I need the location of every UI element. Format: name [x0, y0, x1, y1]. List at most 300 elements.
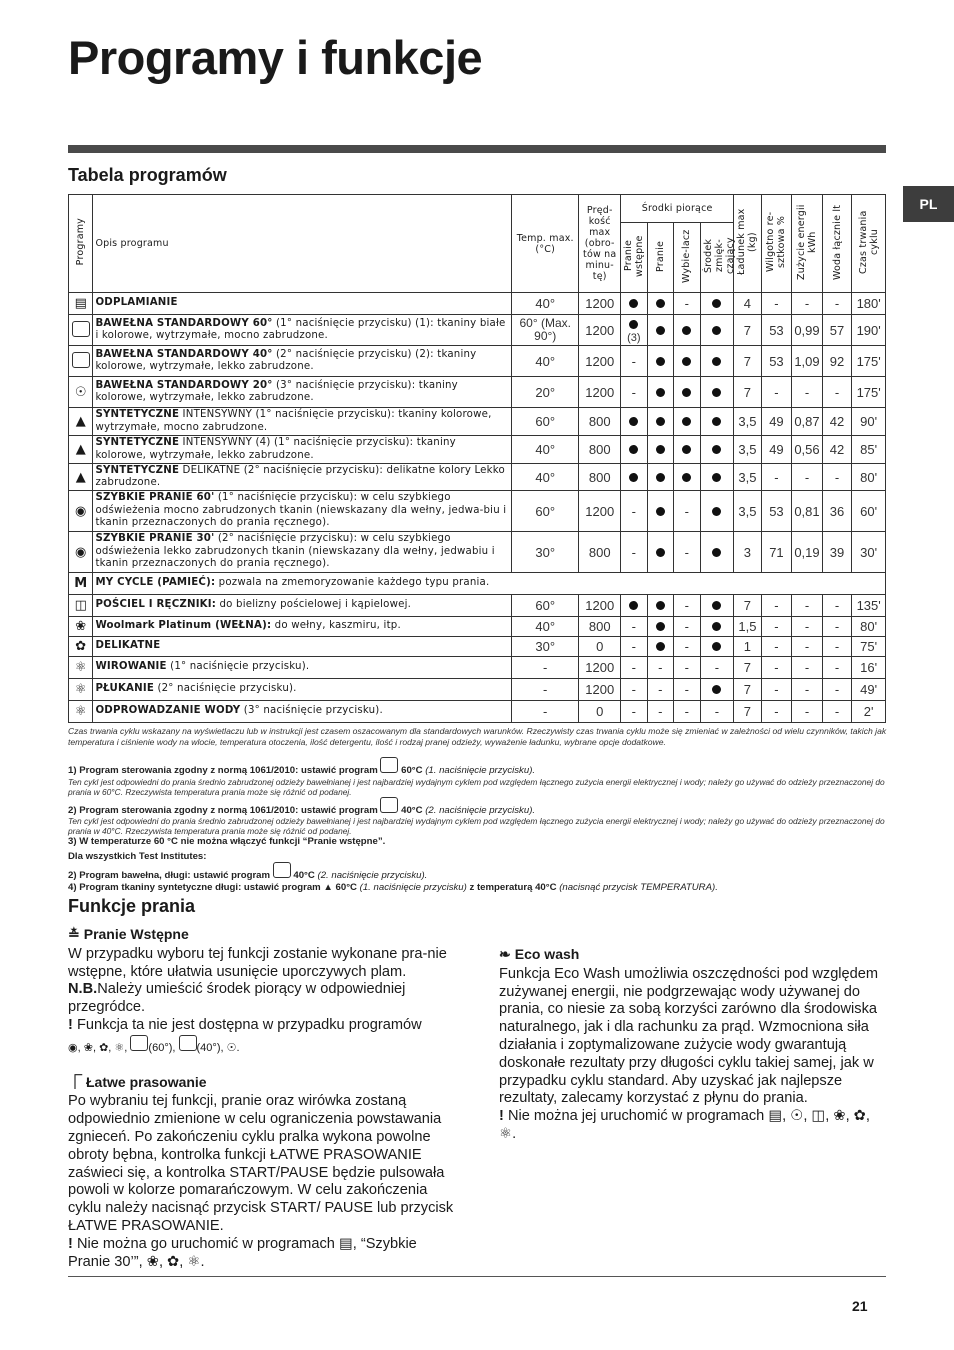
cell-temp: 40° — [512, 617, 579, 637]
program-name: WIROWANIE — [95, 661, 167, 673]
cell-p — [647, 377, 673, 408]
check-dot-icon — [682, 326, 691, 335]
check-dot-icon — [656, 622, 665, 631]
check-dot-icon — [712, 388, 721, 397]
cell-hum: 53 — [761, 491, 792, 532]
check-dot-icon — [656, 326, 665, 335]
cell-hum: 49 — [761, 408, 792, 436]
cell-en: 0,56 — [792, 436, 823, 464]
spin-icon: ⚛ — [187, 1253, 201, 1270]
cell-z: - — [700, 701, 734, 723]
stain-icon: ▤ — [338, 1235, 353, 1252]
check-dot-icon — [629, 299, 638, 308]
cell-water: - — [822, 679, 852, 701]
cell-time: 175' — [852, 377, 886, 408]
cell-en: 0,19 — [792, 532, 823, 573]
check-dot-icon — [656, 473, 665, 482]
program-name: BAWEŁNA STANDARDOWY 40° — [95, 348, 273, 360]
cell-pw: - — [621, 701, 647, 723]
cell-z — [700, 377, 734, 408]
cell-water: - — [822, 657, 852, 679]
cell-en: 1,09 — [792, 346, 823, 377]
delicate-icon: ✿ — [853, 1108, 866, 1125]
test-institutes-2: 2) Program bawełna, długi: ustawić program 40°C (2. naciśnięcie przycisku). — [68, 862, 888, 882]
check-dot-icon — [656, 642, 665, 651]
program-description — [93, 491, 512, 532]
drain-icon: ⚛ — [74, 704, 87, 719]
program-name: SYNTETYCZNE — [95, 437, 180, 448]
cell-z — [700, 617, 734, 637]
cotton-icon — [72, 321, 90, 337]
program-description — [93, 573, 886, 595]
cotton-icon — [72, 352, 90, 368]
cell-w — [674, 377, 700, 408]
header-programy: Programy — [69, 195, 93, 293]
functions-left-column — [68, 926, 458, 1271]
spin-icon: ⚛ — [114, 1041, 125, 1054]
synthetic-icon: ▲ — [323, 881, 333, 893]
program-detail: (1° naciśnięcie przycisku) (1): tkaniny białe i kolorowe, wytrzymałe, mocno zabrudzone. — [95, 317, 506, 341]
cell-z — [700, 679, 734, 701]
cell-speed: 800 — [579, 408, 621, 436]
cell-z — [700, 595, 734, 617]
cell-hum: 53 — [761, 346, 792, 377]
check-dot-icon — [656, 417, 665, 426]
program-description — [93, 346, 512, 377]
check-dot-icon — [656, 357, 665, 366]
footnote-3: 3) W temperaturze 60 °C nie można włączyć funkcji “Pranie wstępne”. — [68, 836, 386, 847]
cell-z — [700, 464, 734, 491]
header-ladunek: Ładunek max (kg) — [734, 195, 762, 293]
cell-pw — [621, 408, 647, 436]
cell-load: 7 — [734, 377, 762, 408]
prewash-icon: ≛ — [68, 926, 80, 942]
cell-water: 42 — [822, 408, 852, 436]
cell-water: - — [822, 637, 852, 657]
eco-text: Funkcja Eco Wash umożliwia oszczędności pod względem zużywanej energii, nie podgrzewając wody używanej do prania, co niesie za sobą korzyści zarówno dla środowiska naturalnego, jak i dla rachunku za prąd. Wzmocniona siła działania i zoptymalizowane zużycie wody gwarantują doskonałe rezultaty przy długości cyklu takiej samej, jak w przypadku cyklu standard. Aby uzyskać jak najlepsze rezultaty, zalecamy korzystać z płynu do prania. — [499, 965, 879, 1107]
cell-water: 92 — [822, 346, 852, 377]
cell-z — [700, 346, 734, 377]
program-description — [93, 408, 512, 436]
check-dot-icon — [682, 388, 691, 397]
header-wybielacz: Wybie-lacz — [674, 223, 700, 293]
synthetic-icon: ▲ — [75, 469, 86, 485]
check-dot-icon — [712, 299, 721, 308]
cotton-20-icon: ☉ — [790, 1108, 804, 1125]
cell-temp: 60° — [512, 491, 579, 532]
table-row — [69, 436, 886, 464]
program-description — [93, 464, 512, 491]
footnotes — [68, 757, 888, 893]
duration-note: Czas trwania cyklu wskazany na wyświetlaczu lub w instrukcji jest czasem oszacowanym dla standardowych warunków. Rzeczywisty czas trwania cyklu może się zmieniać w zależności od wielu czynników, takich jak temperatura i ciśnienie wody na wlocie, temperatura otoczenia, ilość detergentu, ilość i rodzaj pranej odzieży, wyważenie ładunku, wybrane opcje dodatkowe. — [68, 726, 887, 747]
check-dot-icon — [682, 357, 691, 366]
header-wilgotnosc: Wilgotno re-sztkowa % — [761, 195, 792, 293]
program-description — [93, 436, 512, 464]
cell-z — [700, 436, 734, 464]
cell-load: 4 — [734, 293, 762, 315]
bedding-icon: ◫ — [811, 1108, 826, 1125]
delicate-icon: ✿ — [99, 1041, 109, 1054]
cell-en: 0,87 — [792, 408, 823, 436]
program-name: SYNTETYCZNE — [95, 464, 180, 476]
program-description — [93, 595, 512, 617]
cell-p — [647, 617, 673, 637]
check-dot-icon — [682, 445, 691, 454]
stain-icon: ▤ — [768, 1108, 783, 1125]
check-dot-icon — [712, 642, 721, 651]
cell-speed: 800 — [579, 617, 621, 637]
header-woda: Woda łącznie lt — [822, 195, 852, 293]
cell-temp: 60° — [512, 595, 579, 617]
delicate-icon: ✿ — [75, 639, 87, 654]
table-row — [69, 315, 886, 346]
quick-wash-icon: ◉ — [68, 1041, 78, 1054]
delicate-icon: ✿ — [167, 1253, 180, 1270]
check-dot-icon — [629, 473, 638, 482]
program-detail: (2° naciśnięcie przycisku). — [154, 683, 297, 695]
cotton-20-icon: ☉ — [74, 384, 87, 400]
program-description — [93, 657, 512, 679]
check-dot-icon — [712, 445, 721, 454]
program-name: SZYBKIE PRANIE 30' — [95, 533, 215, 545]
cell-w: - — [674, 595, 700, 617]
program-detail: INTENSYWNY (4) (1° naciśnięcie przycisku): tkaniny kolorowe, wytrzymałe, lekko zabrudzone. — [95, 437, 456, 461]
cell-en: - — [792, 657, 823, 679]
program-table — [68, 194, 886, 723]
cell-p: - — [647, 679, 673, 701]
cell-speed: 0 — [579, 701, 621, 723]
cell-w — [674, 464, 700, 491]
table-row — [69, 637, 886, 657]
cell-temp: 30° — [512, 532, 579, 573]
table-row — [69, 595, 886, 617]
cell-time: 180' — [852, 293, 886, 315]
prewash-icons: ◉, ❀, ✿, ⚛, (60°), (40°), ☉. — [68, 1035, 458, 1058]
cell-pw: - — [621, 679, 647, 701]
ironing-title: ⎾ Łatwe prasowanie — [68, 1073, 207, 1090]
cell-hum: - — [761, 701, 792, 723]
program-description — [93, 315, 512, 346]
page-number: 21 — [852, 1298, 868, 1314]
cell-speed: 1200 — [579, 293, 621, 315]
cell-hum: - — [761, 657, 792, 679]
cell-time: 30' — [852, 532, 886, 573]
program-name: POŚCIEL I RĘCZNIKI: — [95, 599, 217, 611]
cell-pw — [621, 595, 647, 617]
prewash-nb: N.B.Należy umieścić środek piorący w odpowiedniej przegródce. — [68, 981, 406, 1016]
cell-temp: 40° — [512, 436, 579, 464]
cell-z — [700, 637, 734, 657]
wool-icon: ❀ — [146, 1253, 159, 1270]
cell-water: - — [822, 617, 852, 637]
cell-temp: - — [512, 701, 579, 723]
cell-load: 3 — [734, 532, 762, 573]
program-description — [93, 617, 512, 637]
cell-z — [700, 315, 734, 346]
leaf-icon: ❧ — [499, 946, 511, 962]
check-dot-icon — [629, 601, 638, 610]
cell-w: - — [674, 679, 700, 701]
header-czas: Czas trwania cyklu — [852, 195, 886, 293]
check-dot-icon — [712, 601, 721, 610]
prewash-title: ≛ Pranie Wstępne — [68, 926, 189, 942]
cell-w — [674, 436, 700, 464]
quick-30-icon: ◉ — [75, 544, 87, 560]
table-row — [69, 532, 886, 573]
cell-temp: - — [512, 657, 579, 679]
cell-temp: 40° — [512, 346, 579, 377]
cell-water: - — [822, 377, 852, 408]
program-description — [93, 701, 512, 723]
header-pranie-wstepne: Pranie wstępne — [621, 223, 647, 293]
cell-hum: - — [761, 617, 792, 637]
table-row — [69, 701, 886, 723]
my-cycle-icon: M — [74, 576, 88, 591]
eco-warning: ! Nie można jej uruchomić w programach ▤, ☉, ◫, ❀, ✿, ⚛. — [499, 1108, 870, 1142]
cell-w: - — [674, 293, 700, 315]
table-row — [69, 491, 886, 532]
cell-speed: 1200 — [579, 679, 621, 701]
cell-speed: 1200 — [579, 315, 621, 346]
title-rule — [68, 145, 886, 153]
cell-hum: - — [761, 464, 792, 491]
cotton-icon — [380, 757, 398, 773]
check-dot-icon — [656, 601, 665, 610]
cell-water: - — [822, 595, 852, 617]
cell-temp: 20° — [512, 377, 579, 408]
stain-icon: ▤ — [74, 296, 87, 311]
program-detail: (1° naciśnięcie przycisku). — [166, 661, 310, 673]
cell-w — [674, 315, 700, 346]
cell-speed: 1200 — [579, 657, 621, 679]
cell-pw: - — [621, 637, 647, 657]
cell-time: 175' — [852, 346, 886, 377]
program-description — [93, 637, 512, 657]
program-name: ODPLAMIANIE — [95, 297, 178, 309]
cell-time: 49' — [852, 679, 886, 701]
check-dot-icon — [712, 507, 721, 516]
cell-water: - — [822, 293, 852, 315]
program-description — [93, 377, 512, 408]
synthetic-icon: ▲ — [75, 414, 86, 429]
eco-title: ❧ Eco wash — [499, 946, 580, 962]
cell-en: - — [792, 595, 823, 617]
cell-p: - — [647, 701, 673, 723]
cell-speed: 1200 — [579, 491, 621, 532]
wool-icon: ❀ — [75, 619, 87, 634]
cell-p — [647, 637, 673, 657]
table-row — [69, 377, 886, 408]
iron-icon: ⎾ — [68, 1073, 82, 1090]
cotton-icon — [380, 797, 398, 813]
cell-w: - — [674, 657, 700, 679]
cell-pw — [621, 293, 647, 315]
cell-hum: 53 — [761, 315, 792, 346]
cell-pw — [621, 464, 647, 491]
check-dot-icon — [656, 299, 665, 308]
cell-temp: 60° (Max. 90°) — [512, 315, 579, 346]
cell-load: 3,5 — [734, 491, 762, 532]
cell-en: - — [792, 679, 823, 701]
cell-speed: 800 — [579, 436, 621, 464]
ironing-warning: ! Nie można go uruchomić w programach ▤, “Szybkie Pranie 30’”, ❀, ✿, ⚛. — [68, 1235, 417, 1270]
cell-load: 7 — [734, 679, 762, 701]
cell-z — [700, 491, 734, 532]
cell-load: 7 — [734, 346, 762, 377]
program-name: SZYBKIE PRANIE 60' — [95, 492, 215, 504]
functions-right-column — [499, 946, 886, 1144]
cell-pw — [621, 315, 647, 346]
cell-p — [647, 532, 673, 573]
check-dot-icon — [629, 417, 638, 426]
cell-w: - — [674, 701, 700, 723]
cell-p: - — [647, 657, 673, 679]
header-zmiekczajacy: Środek zmięk-czający — [700, 223, 734, 293]
cell-time: 190' — [852, 315, 886, 346]
footnote-2: 2) Program sterowania zgodny z normą 1061/2010: ustawić program 40°C (2. naciśnięcie przycisku). — [68, 797, 888, 817]
footnote-1: 1) Program sterowania zgodny z normą 1061/2010: ustawić program 60°C (1. naciśnięcie przycisku). — [68, 757, 888, 777]
cell-z — [700, 293, 734, 315]
header-srodki: Środki piorące — [621, 195, 734, 223]
cell-load: 1,5 — [734, 617, 762, 637]
cell-water: 39 — [822, 532, 852, 573]
cell-hum: - — [761, 595, 792, 617]
cell-en: - — [792, 617, 823, 637]
program-detail: INTENSYWNY (1° naciśnięcie przycisku): tkaniny kolorowe, wytrzymałe, mocno zabrudzone. — [95, 409, 492, 433]
synthetic-icon: ▲ — [75, 442, 86, 457]
cell-p — [647, 436, 673, 464]
program-description — [93, 532, 512, 573]
cell-time: 135' — [852, 595, 886, 617]
cell-temp: 40° — [512, 464, 579, 491]
cell-time: 90' — [852, 408, 886, 436]
header-temp: Temp. max. (°C) — [512, 195, 579, 293]
cotton-20-icon: ☉ — [226, 1041, 237, 1054]
cell-p — [647, 408, 673, 436]
program-detail: (3° naciśnięcie przycisku). — [240, 705, 383, 717]
program-name: BAWEŁNA STANDARDOWY 20° — [95, 379, 273, 391]
check-dot-icon — [712, 622, 721, 631]
rinse-icon: ⚛ — [74, 682, 87, 697]
program-detail: (3° naciśnięcie przycisku): tkaniny kolorowe, wytrzymałe, lekko zabrudzone. — [95, 379, 458, 403]
cell-z — [700, 532, 734, 573]
cell-en: 0,99 — [792, 315, 823, 346]
cell-en: - — [792, 637, 823, 657]
cell-pw: - — [621, 532, 647, 573]
cell-w: - — [674, 617, 700, 637]
check-dot-icon — [712, 417, 721, 426]
test-institutes-4: 4) Program tkaniny syntetyczne długi: ustawić program ▲ 60°C (1. naciśnięcie przycisku) z temperaturą 40°C (nacisnąć przycisk TEMPERATURA). — [68, 881, 718, 893]
bedding-icon: ◫ — [74, 598, 87, 613]
cell-note: (3) — [627, 331, 641, 344]
cell-p — [647, 293, 673, 315]
cell-time: 2' — [852, 701, 886, 723]
program-name: PŁUKANIE — [95, 683, 155, 695]
check-dot-icon — [629, 320, 638, 329]
cotton-icon — [179, 1035, 197, 1051]
program-detail: (2° naciśnięcie przycisku) (2): tkaniny kolorowe, wytrzymałe, lekko zabrudzone. — [95, 348, 477, 372]
cell-speed: 800 — [579, 464, 621, 491]
cell-load: 3,5 — [734, 436, 762, 464]
program-name: MY CYCLE (PAMIEĆ): — [95, 577, 216, 589]
check-dot-icon — [712, 548, 721, 557]
program-description — [93, 293, 512, 315]
header-energia: Zużycie energii kWh — [792, 195, 823, 293]
program-description — [93, 679, 512, 701]
cell-speed: 800 — [579, 532, 621, 573]
check-dot-icon — [682, 473, 691, 482]
program-name: Woolmark Platinum (WEŁNA): — [95, 620, 272, 632]
ironing-text: Po wybraniu tej funkcji, pranie oraz wirówka zostaną odpowiednio zmienione w celu ograniczenia powstawania zgnieceń. Po zakończeniu cyklu pralka wykona powolne obroty bębna, kontrolka funkcji ŁATWE PRASOWANIE zaświeci się, a kontrolka START/PAUSE będzie pulsowała powoli w kolorze pomarańczowym. W celu zakończenia cyklu należy nacisnąć przycisk START/ PAUSE lub przycisk ŁATWE PRASOWANIE. — [68, 1093, 454, 1234]
cell-pw: - — [621, 377, 647, 408]
cell-p — [647, 595, 673, 617]
cell-speed: 1200 — [579, 595, 621, 617]
footnote-1-text: Ten cykl jest odpowiedni do prania średnio zabrudzonej odzieży bawełnianej i jest najbardziej wydajnym cyklem pod względem łącznego zużycia energii elektrycznej i wody; należy go używać do odzieży przeznaczonej do prania w 60°C. Rzeczywista temperatura prania może się różnić od podanej. — [68, 776, 885, 797]
cell-pw: - — [621, 617, 647, 637]
cell-w: - — [674, 637, 700, 657]
cell-time: 75' — [852, 637, 886, 657]
cell-temp: 40° — [512, 293, 579, 315]
cell-w: - — [674, 532, 700, 573]
cell-temp: 30° — [512, 637, 579, 657]
header-opis: Opis programu — [93, 195, 512, 293]
cell-en: - — [792, 464, 823, 491]
cell-hum: 49 — [761, 436, 792, 464]
cell-hum: 71 — [761, 532, 792, 573]
cell-temp: - — [512, 679, 579, 701]
wool-icon: ❀ — [83, 1041, 93, 1054]
test-institutes: Dla wszystkich Test Institutes: — [68, 850, 207, 862]
cell-p — [647, 315, 673, 346]
program-name: BAWEŁNA STANDARDOWY 60° — [95, 317, 273, 329]
program-name: DELIKATNE — [95, 640, 161, 652]
cell-w — [674, 346, 700, 377]
table-row — [69, 573, 886, 595]
cell-en: - — [792, 701, 823, 723]
cell-en: - — [792, 293, 823, 315]
table-row — [69, 408, 886, 436]
table-row — [69, 657, 886, 679]
program-detail: do bielizny pościelowej i kąpielowej. — [216, 599, 412, 611]
cell-pw: - — [621, 346, 647, 377]
cotton-icon — [130, 1035, 148, 1051]
program-detail: do wełny, kaszmiru, itp. — [271, 620, 401, 632]
cell-w — [674, 408, 700, 436]
cell-load: 1 — [734, 637, 762, 657]
cell-water: - — [822, 701, 852, 723]
quick-60-icon: ◉ — [75, 503, 87, 519]
check-dot-icon — [712, 473, 721, 482]
cell-water: 42 — [822, 436, 852, 464]
cell-time: 80' — [852, 464, 886, 491]
cell-pw — [621, 436, 647, 464]
cell-hum: - — [761, 637, 792, 657]
header-pranie: Pranie — [647, 223, 673, 293]
table-row — [69, 679, 886, 701]
cell-pw: - — [621, 657, 647, 679]
prewash-text: W przypadku wyboru tej funkcji zostanie wykonane pra-nie wstępne, które ułatwia usunięcie uporczywych plam. — [68, 945, 447, 980]
cell-hum: - — [761, 377, 792, 408]
cell-p — [647, 491, 673, 532]
cell-pw: - — [621, 491, 647, 532]
cell-z: - — [700, 657, 734, 679]
cell-time: 85' — [852, 436, 886, 464]
cell-water: 57 — [822, 315, 852, 346]
cell-en: 0,81 — [792, 491, 823, 532]
functions-heading: Funkcje prania — [68, 896, 196, 916]
cell-water: 36 — [822, 491, 852, 532]
cell-en: - — [792, 377, 823, 408]
